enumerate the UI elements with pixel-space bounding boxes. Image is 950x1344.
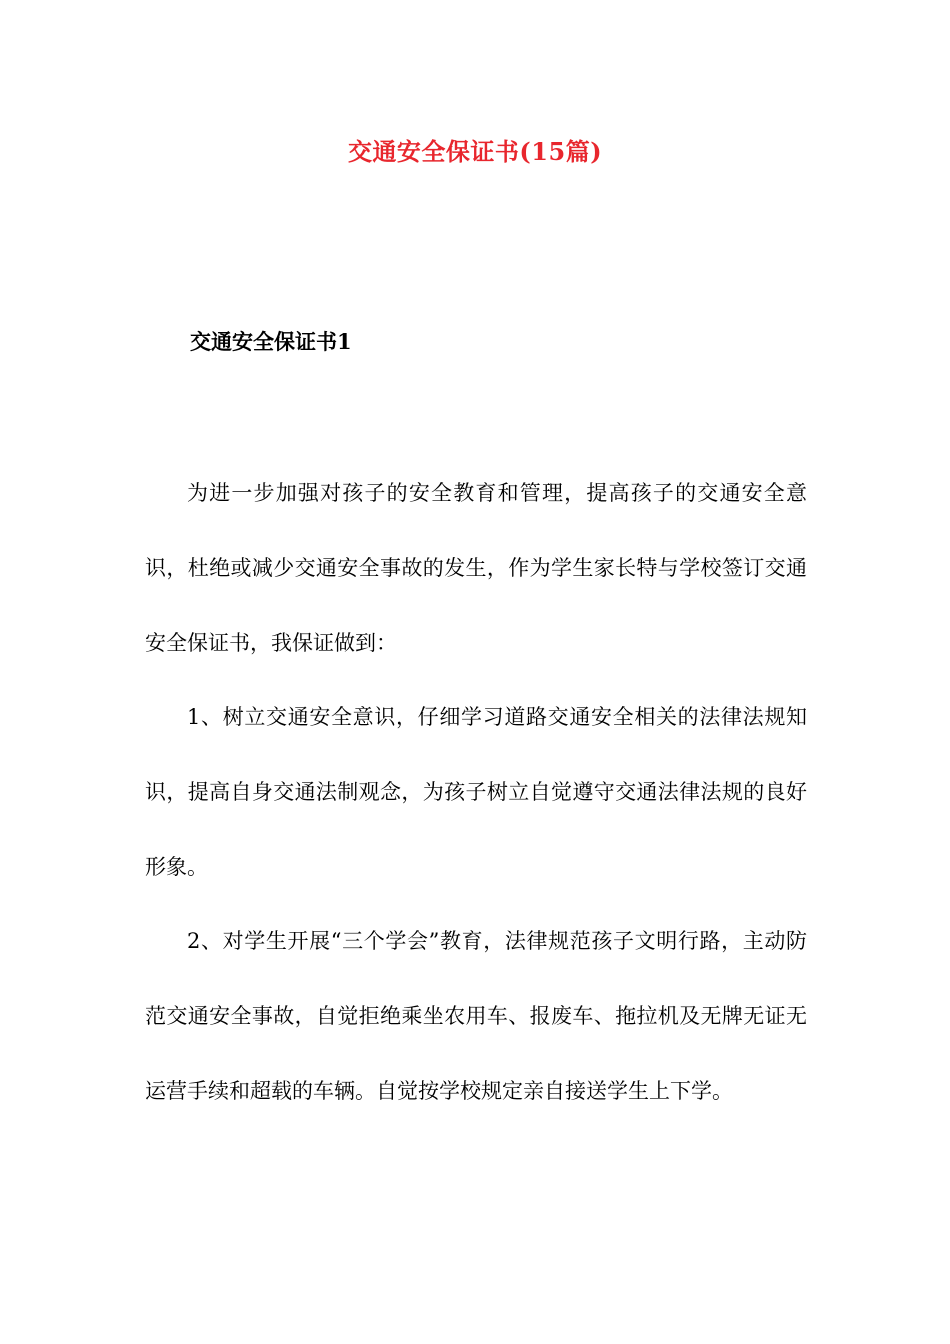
paragraph-item-2 bbox=[145, 904, 807, 1129]
section-heading: 交通安全保证书1 bbox=[190, 329, 352, 354]
paragraph-intro bbox=[145, 456, 807, 681]
paragraph-text: 1、树立交通安全意识，仔细学习道路交通安全相关的法律法规知识，提高自身交通法制观念，为孩子树立自觉遵守交通法律法规的良好形象。 bbox=[145, 705, 807, 879]
document-title: 交通安全保证书(15篇) bbox=[347, 137, 603, 166]
paragraph-item-1 bbox=[145, 680, 807, 905]
paragraph-text: 为进一步加强对孩子的安全教育和管理，提高孩子的交通安全意识，杜绝或减少交通安全事故的发生，作为学生家长特与学校签订交通安全保证书，我保证做到： bbox=[145, 481, 807, 655]
paragraph-text: 2、对学生开展“三个学会”教育，法律规范孩子文明行路，主动防范交通安全事故，自觉拒绝乘坐农用车、报废车、拖拉机及无牌无证无运营手续和超载的车辆。自觉按学校规定亲自接送学生上下学。 bbox=[145, 929, 807, 1103]
